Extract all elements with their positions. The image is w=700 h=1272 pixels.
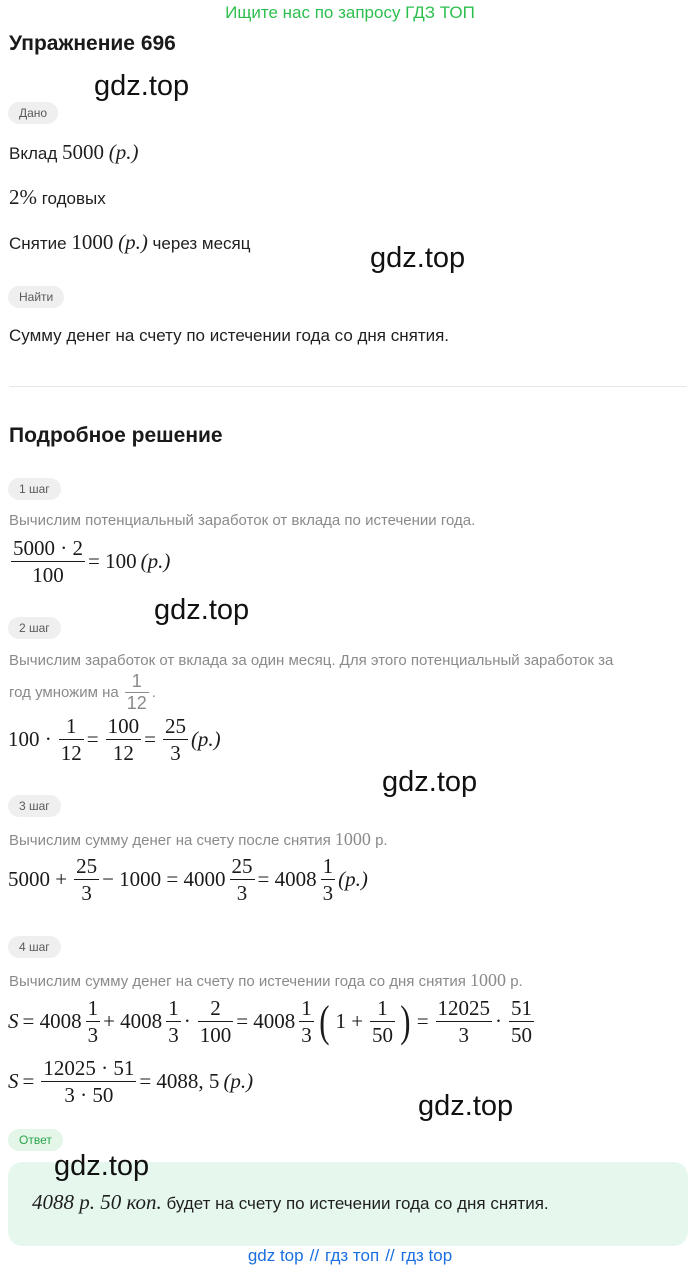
- solution-title: Подробное решение: [9, 424, 223, 447]
- find-text: Сумму денег на счету по истечении года со дня снятия.: [9, 326, 450, 345]
- step-1-equation: $\frac{5000 \cdot 2}{100}$ = 100 (р.): [13, 536, 171, 587]
- footer-link[interactable]: гдз топ: [325, 1246, 380, 1265]
- step-4-equation-1: S = 4008 $\frac{1}{3}$ + 4008 $\frac{1}{3}$ · $\frac{2}{100}$ = 4008 $\frac{1}{3}$ ( 1 + $\frac{1}{50}$ ) = $\frac{12025}{3}$ · $\frac{51}{50}$: [8, 996, 533, 1047]
- step-description: Вычислим сумму денег на счету по истечении года со дня снятия 1000 р.: [9, 970, 523, 990]
- footer-links: gdz top // гдз топ // гдз top: [247, 1246, 453, 1265]
- watermark: gdz.top: [370, 242, 466, 274]
- top-banner: Ищите нас по запросу ГДЗ ТОП: [225, 3, 475, 22]
- step-chip: 2 шаг: [8, 617, 61, 639]
- footer-link[interactable]: gdz top: [247, 1246, 304, 1265]
- step-4-equation-2: S = $\frac{12025 \cdot 51}{3 \cdot 50}$ = 4088, 5 (р.): [8, 1056, 254, 1107]
- step-3-equation: 5000 + $\frac{25}{3}$ − 1000 = 4000 $\frac{25}{3}$ = 4008 $\frac{1}{3}$ (р.): [8, 854, 368, 905]
- watermark: gdz.top: [418, 1090, 514, 1122]
- step-description: Вычислим заработок от вклада за один месяц. Для этого потенциальный заработок за год умножим на $\frac{1}{12}$ .: [9, 652, 614, 713]
- step-chip: 3 шаг: [8, 795, 61, 817]
- given-line-withdrawal: Снятие 1000 (р.) через месяц: [9, 230, 251, 254]
- given-line-rate: 2% годовых: [9, 185, 106, 209]
- watermark: gdz.top: [94, 70, 190, 102]
- answer-text: 4088 р. 50 коп. будет на счету по истечении года со дня снятия.: [32, 1190, 549, 1214]
- page-title: Упражнение 696: [9, 32, 176, 55]
- divider: [9, 386, 687, 387]
- step-2-equation: 100 · $\frac{1}{12}$ = $\frac{100}{12}$ = $\frac{25}{3}$ (р.): [8, 714, 221, 765]
- answer-chip: Ответ: [8, 1129, 63, 1151]
- step-chip: 4 шаг: [8, 936, 61, 958]
- step-description: Вычислим сумму денег на счету после снятия 1000 р.: [9, 829, 388, 849]
- given-chip: Дано: [8, 102, 58, 124]
- find-chip: Найти: [8, 286, 64, 308]
- watermark: gdz.top: [154, 594, 250, 626]
- watermark: gdz.top: [382, 766, 478, 798]
- watermark: gdz.top: [54, 1150, 150, 1182]
- step-description: Вычислим потенциальный заработок от вклада по истечении года.: [9, 512, 476, 529]
- given-line-deposit: Вклад 5000 (р.): [9, 140, 139, 164]
- step-chip: 1 шаг: [8, 478, 61, 500]
- footer-link[interactable]: гдз top: [400, 1246, 453, 1265]
